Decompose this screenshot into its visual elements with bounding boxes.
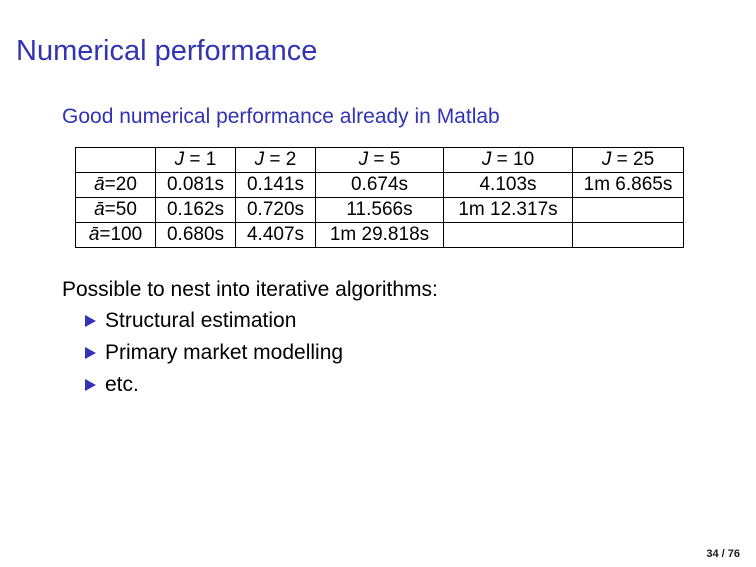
header-rest: = 2	[264, 149, 297, 170]
header-var: J	[601, 149, 612, 170]
page-title: Numerical performance	[16, 35, 318, 67]
row-label	[76, 223, 156, 248]
table-cell: 0.720s	[236, 198, 316, 223]
table-header-cell-j25	[573, 148, 684, 173]
table-header-cell-j1	[156, 148, 236, 173]
body-lead-text: Possible to nest into iterative algorithms:	[62, 278, 438, 301]
row-label	[76, 198, 156, 223]
table-cell: 0.141s	[236, 173, 316, 198]
header-rest: = 10	[491, 149, 535, 170]
triangle-bullet-icon	[85, 379, 96, 391]
row-label-var: ā	[94, 174, 105, 195]
row-label-var: ā	[88, 224, 100, 245]
page-number: 34 / 76	[706, 548, 740, 560]
header-var: J	[481, 149, 492, 170]
row-label-rest: =50	[104, 199, 137, 220]
table-header-row	[76, 148, 684, 173]
list-item	[85, 309, 296, 332]
list-item	[85, 373, 139, 396]
row-label-rest: =20	[104, 174, 137, 195]
table-cell: 11.566s	[316, 198, 444, 223]
slide-subtitle: Good numerical performance already in Matlab	[62, 105, 500, 128]
table-row	[76, 198, 684, 223]
table-cell: 1m 12.317s	[444, 198, 573, 223]
table-header-cell-empty	[76, 148, 156, 173]
table-cell: 0.674s	[316, 173, 444, 198]
header-var: J	[174, 149, 185, 170]
header-rest: = 5	[368, 149, 401, 170]
bullet-label: etc.	[105, 373, 139, 396]
header-var: J	[254, 149, 265, 170]
triangle-bullet-icon	[85, 347, 96, 359]
header-rest: = 25	[611, 149, 655, 170]
table-row	[76, 223, 684, 248]
bullet-label: Structural estimation	[105, 309, 297, 332]
header-rest: = 1	[184, 149, 217, 170]
performance-table	[75, 147, 684, 248]
row-label	[76, 173, 156, 198]
table-header-cell-j10	[444, 148, 573, 173]
table-cell: 0.081s	[156, 173, 236, 198]
row-label-rest: =100	[99, 224, 143, 245]
table-cell	[573, 223, 684, 248]
table-header-cell-j2	[236, 148, 316, 173]
table-header-cell-j5	[316, 148, 444, 173]
table-row	[76, 173, 684, 198]
table-cell: 0.680s	[156, 223, 236, 248]
triangle-bullet-icon	[85, 315, 96, 327]
bullet-label: Primary market modelling	[105, 341, 344, 364]
table-cell: 1m 6.865s	[573, 173, 684, 198]
table-cell: 4.407s	[236, 223, 316, 248]
table-cell	[444, 223, 573, 248]
table-cell: 0.162s	[156, 198, 236, 223]
header-var: J	[358, 149, 369, 170]
table-cell: 1m 29.818s	[316, 223, 444, 248]
list-item	[85, 341, 343, 364]
table-cell	[573, 198, 684, 223]
row-label-var: ā	[94, 199, 105, 220]
table-cell: 4.103s	[444, 173, 573, 198]
